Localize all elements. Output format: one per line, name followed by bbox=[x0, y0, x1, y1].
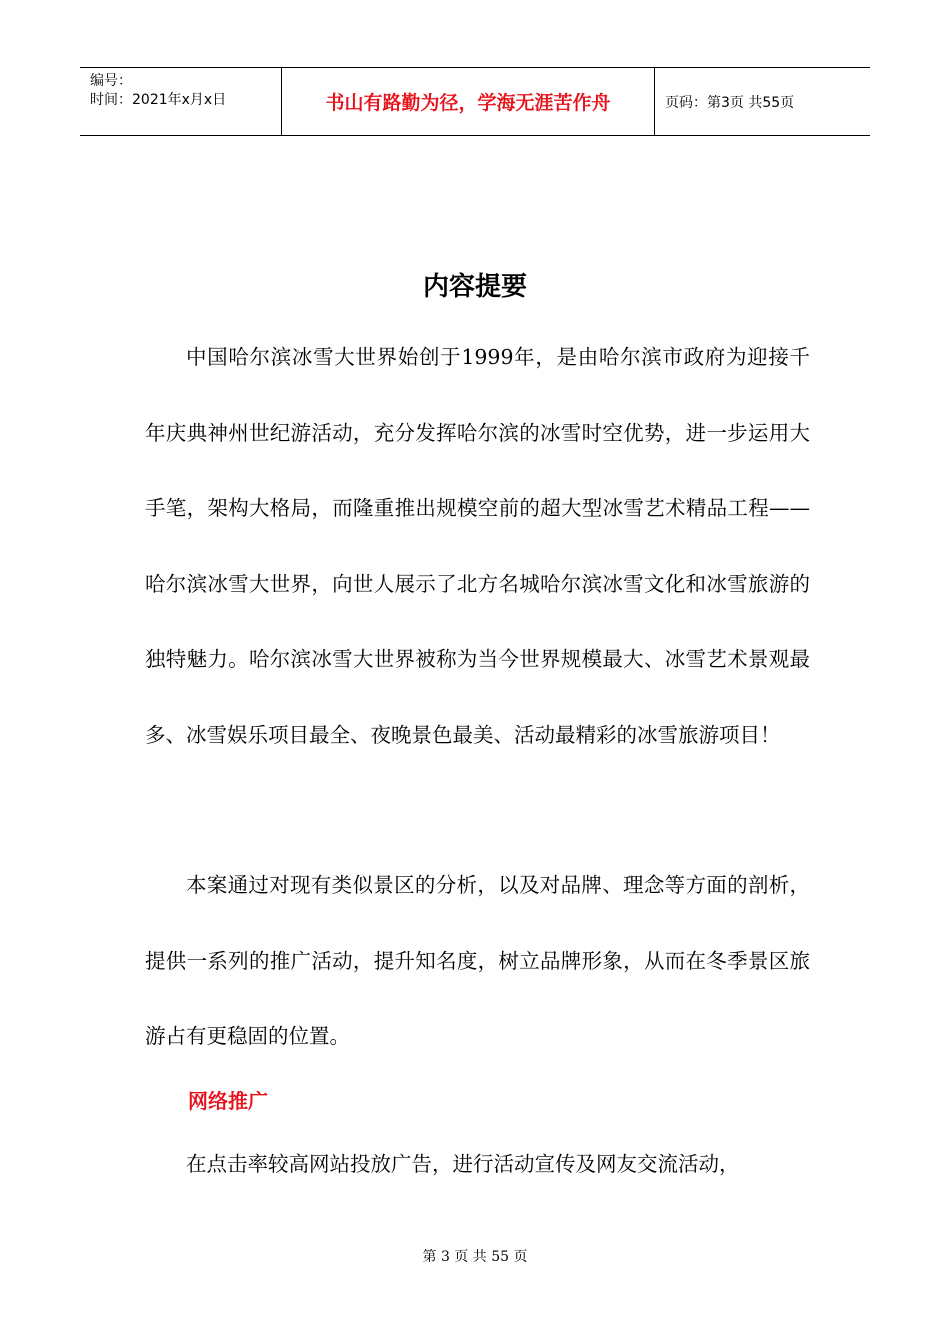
document-date: 时间：2021年x月x日 bbox=[90, 92, 227, 108]
page-footer: 第 3 页 共 55 页 bbox=[422, 1249, 528, 1265]
page-header bbox=[80, 67, 870, 136]
header-page-info: 页码：第3页 共55页 bbox=[665, 94, 795, 111]
document-number-label: 编号： bbox=[90, 73, 132, 89]
paragraph-online-promotion bbox=[145, 1127, 810, 1203]
paragraph-text: 中国哈尔滨冰雪大世界始创于1999年，是由哈尔滨市政府为迎接千年庆典神州世纪游活动，充分发挥哈尔滨的冰雪时空优势，进一步运用大手笔，架构大格局，而隆重推出规模空前的超大型冰雪艺术精品工程——哈尔滨冰雪大世界，向世人展示了北方名城哈尔滨冰雪文化和冰雪旅游的独特魅力。哈尔滨冰雪大世界被称为当今世界规模最大、冰雪艺术景观最多、冰雪娱乐项目最全、夜晚景色最美、活动最精彩的冰雪旅游项目！ bbox=[145, 345, 810, 747]
section-heading: 网络推广 bbox=[188, 1089, 268, 1113]
paragraph-intro bbox=[145, 320, 810, 773]
document-title: 内容提要 bbox=[422, 272, 527, 302]
header-meta bbox=[80, 68, 282, 135]
paragraph-text: 在点击率较高网站投放广告，进行活动宣传及网友交流活动， bbox=[186, 1152, 740, 1176]
paragraph-text: 本案通过对现有类似景区的分析，以及对品牌、理念等方面的剖析，提供一系列的推广活动，提升知名度，树立品牌形象，从而在冬季景区旅游占有更稳固的位置。 bbox=[145, 873, 810, 1048]
header-motto: 书山有路勤为径，学海无涯苦作舟 bbox=[282, 68, 655, 135]
paragraph-plan bbox=[145, 848, 810, 1075]
